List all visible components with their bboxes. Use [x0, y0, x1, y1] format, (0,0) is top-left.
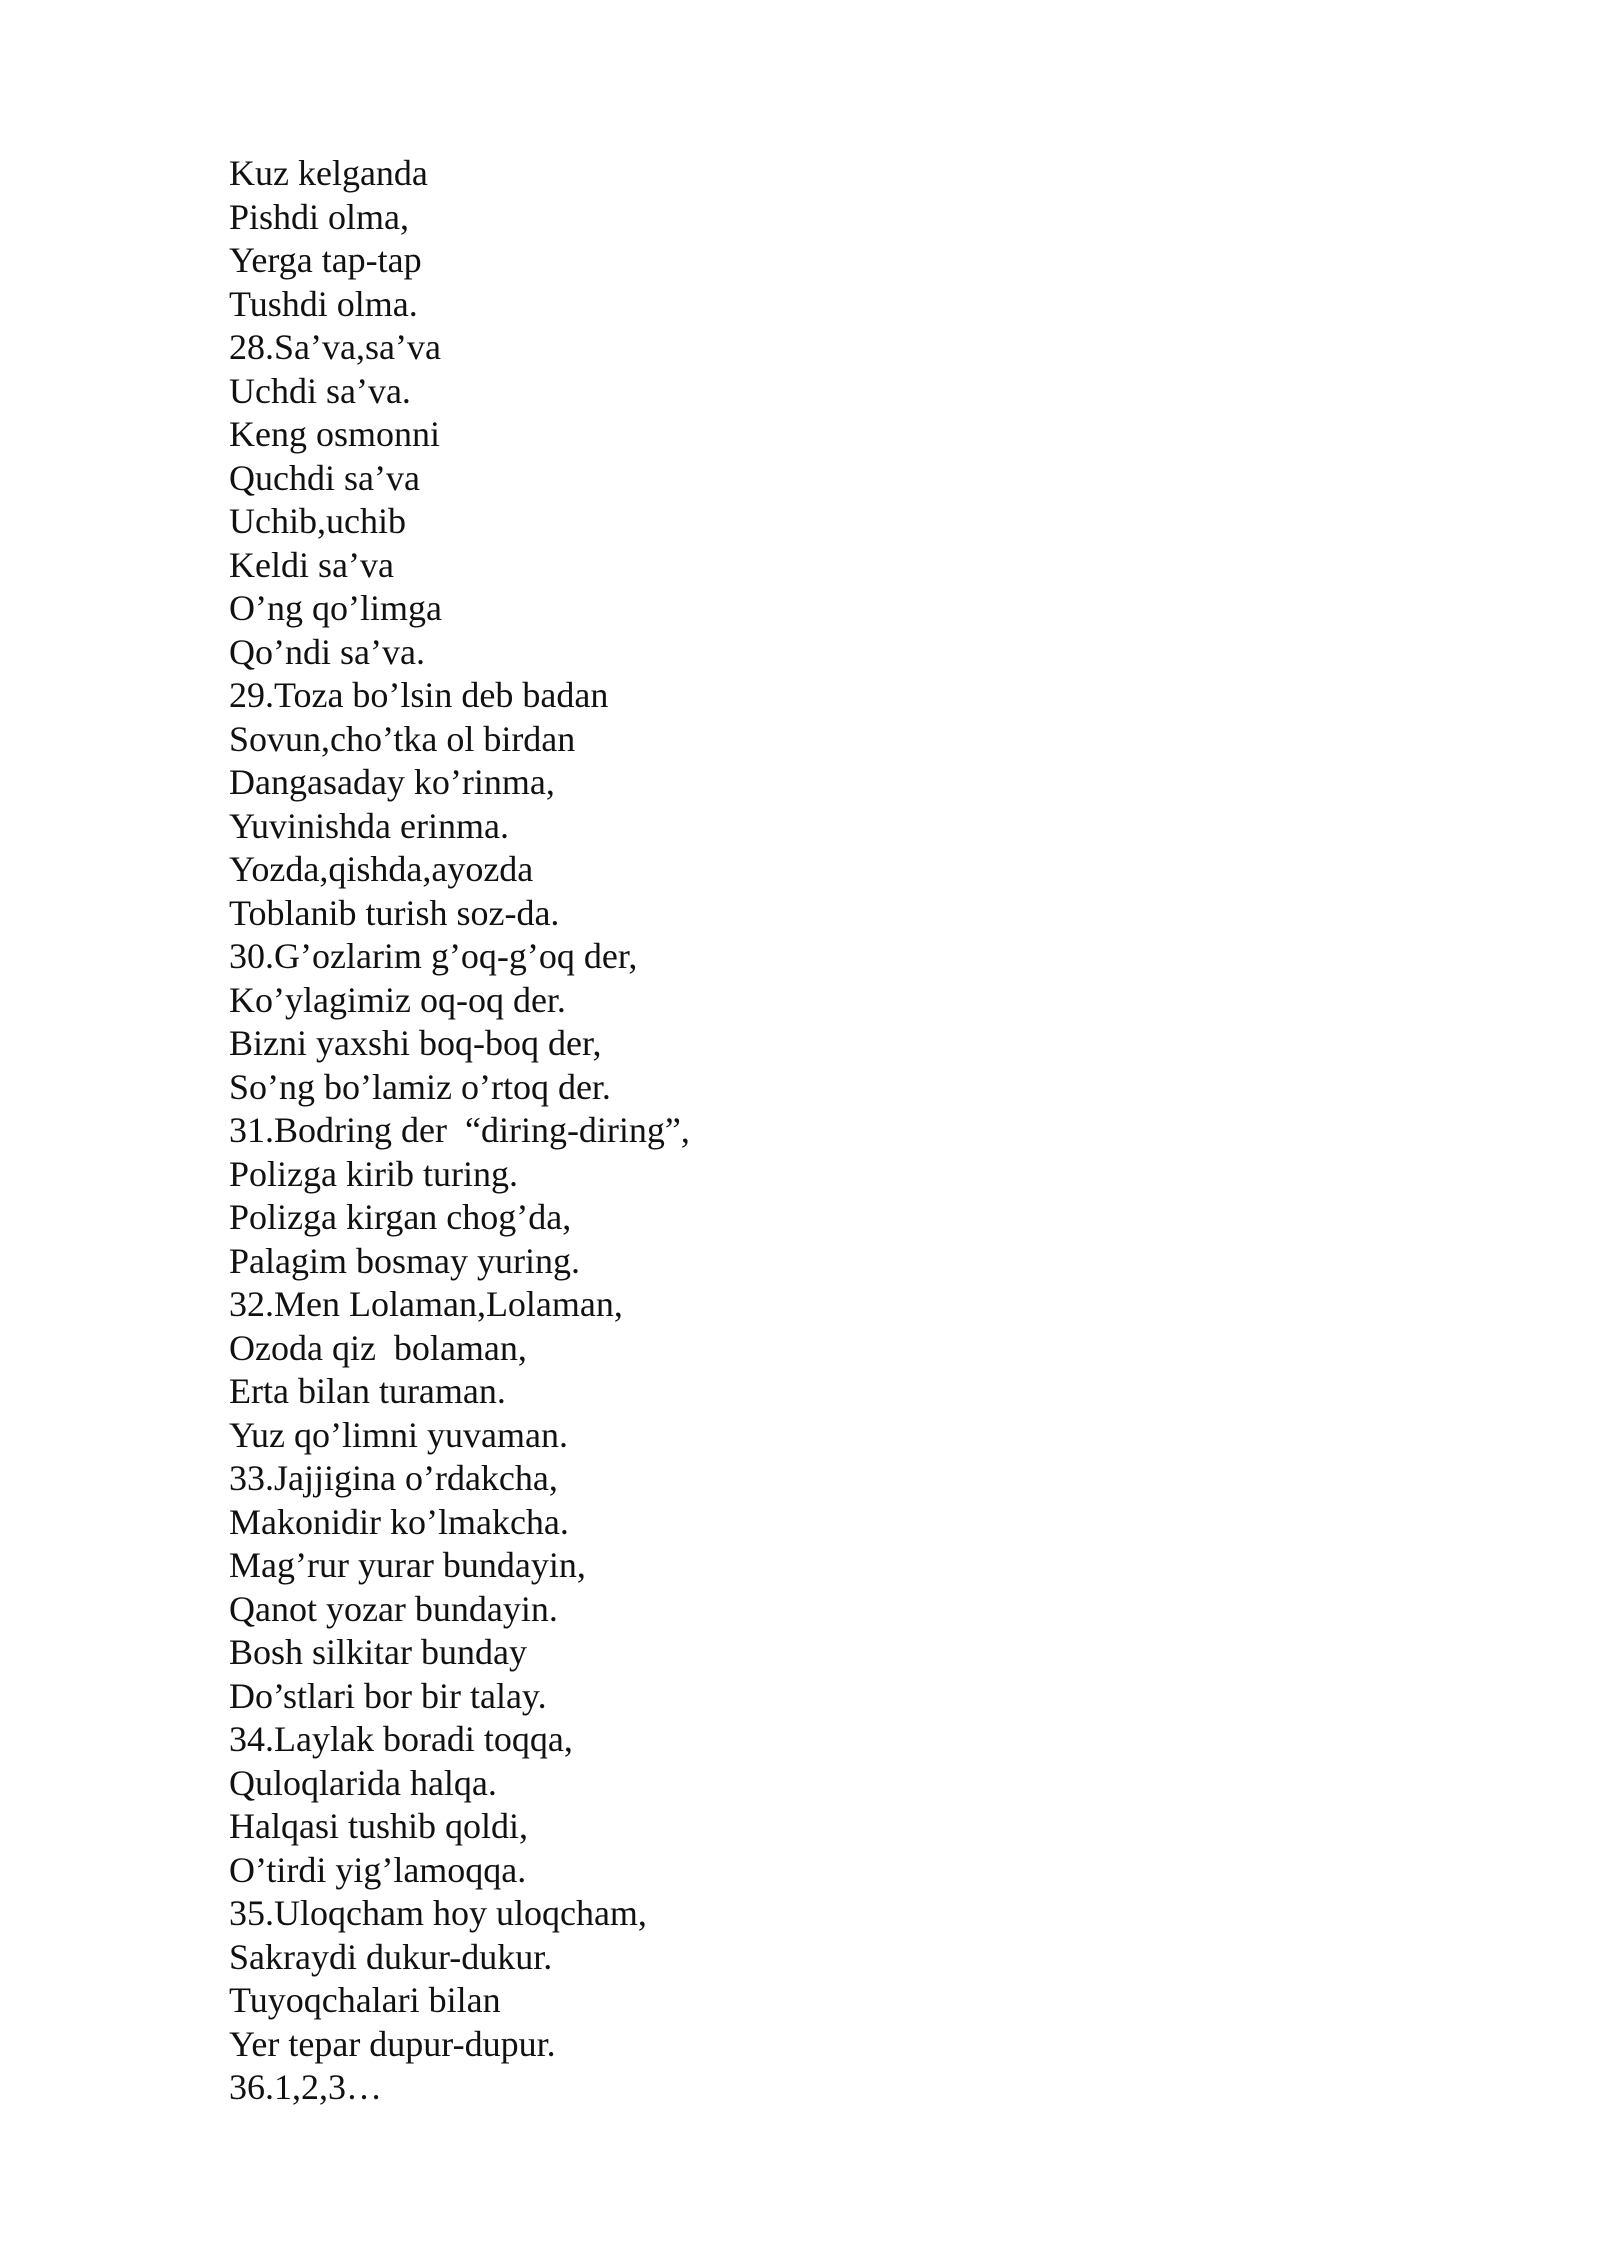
- poem-text-block: [229, 152, 1429, 2110]
- text-line: Yerga tap-tap: [229, 240, 422, 280]
- text-line: Uchib,uchib: [229, 501, 406, 541]
- text-line: 29.Toza bo’lsin deb badan: [229, 675, 609, 715]
- text-line: Bosh silkitar bunday: [229, 1632, 527, 1672]
- text-line: Quchdi sa’va: [229, 457, 420, 498]
- text-line: Yuvinishda erinma.: [229, 805, 509, 846]
- text-line: Yer tepar dupur-dupur.: [229, 2023, 556, 2064]
- text-line: 33.Jajjigina o’rdakcha,: [229, 1458, 558, 1498]
- text-line: 30.G’ozlarim g’oq-g’oq der,: [229, 936, 638, 976]
- text-line: Quloqlarida halqa.: [229, 1762, 497, 1803]
- text-line: Keldi sa’va: [229, 544, 394, 585]
- text-line: Yuz qo’limni yuvaman.: [229, 1414, 568, 1455]
- text-line: Polizga kirgan chog’da,: [229, 1197, 572, 1237]
- text-line: Sovun,cho’tka ol birdan: [229, 718, 576, 759]
- text-line: Sakraydi dukur-dukur.: [229, 1936, 553, 1977]
- text-line: Ko’ylagimiz oq-oq der.: [229, 979, 566, 1020]
- text-line: 31.Bodring der “diring-diring”,: [229, 1110, 690, 1150]
- text-line: O’ng qo’limga: [229, 588, 442, 628]
- text-line: 32.Men Lolaman,Lolaman,: [229, 1284, 623, 1324]
- text-line: Qanot yozar bundayin.: [229, 1588, 558, 1629]
- text-line: Uchdi sa’va.: [229, 370, 411, 411]
- text-line: Kuz kelganda: [229, 153, 428, 193]
- text-line: 36.1,2,3…: [229, 2067, 382, 2107]
- text-line: 34.Laylak boradi toqqa,: [229, 1719, 573, 1759]
- text-line: Tuyoqchalari bilan: [229, 1980, 501, 2020]
- text-line: Qo’ndi sa’va.: [229, 631, 425, 672]
- text-line: Toblanib turish soz-da.: [229, 892, 560, 933]
- text-line: Mag’rur yurar bundayin,: [229, 1545, 586, 1585]
- text-line: So’ng bo’lamiz o’rtoq der.: [229, 1066, 611, 1107]
- text-line: Erta bilan turaman.: [229, 1371, 506, 1411]
- text-line: Tushdi olma.: [229, 283, 418, 324]
- text-line: Do’stlari bor bir talay.: [229, 1675, 547, 1716]
- text-line: O’tirdi yig’lamoqqa.: [229, 1849, 527, 1890]
- text-line: Yozda,qishda,ayozda: [229, 849, 534, 889]
- text-line: Bizni yaxshi boq-boq der,: [229, 1023, 602, 1063]
- text-line: Pishdi olma,: [229, 196, 410, 237]
- text-line: Polizga kirib turing.: [229, 1153, 518, 1194]
- text-line: Palagim bosmay yuring.: [229, 1240, 580, 1281]
- text-line: 28.Sa’va,sa’va: [229, 327, 441, 367]
- text-line: Makonidir ko’lmakcha.: [229, 1501, 569, 1542]
- text-line: Halqasi tushib qoldi,: [229, 1806, 528, 1846]
- text-line: 35.Uloqcham hoy uloqcham,: [229, 1893, 647, 1933]
- text-line: Keng osmonni: [229, 414, 440, 454]
- text-line: Ozoda qiz bolaman,: [229, 1327, 527, 1368]
- text-line: Dangasaday ko’rinma,: [229, 762, 555, 802]
